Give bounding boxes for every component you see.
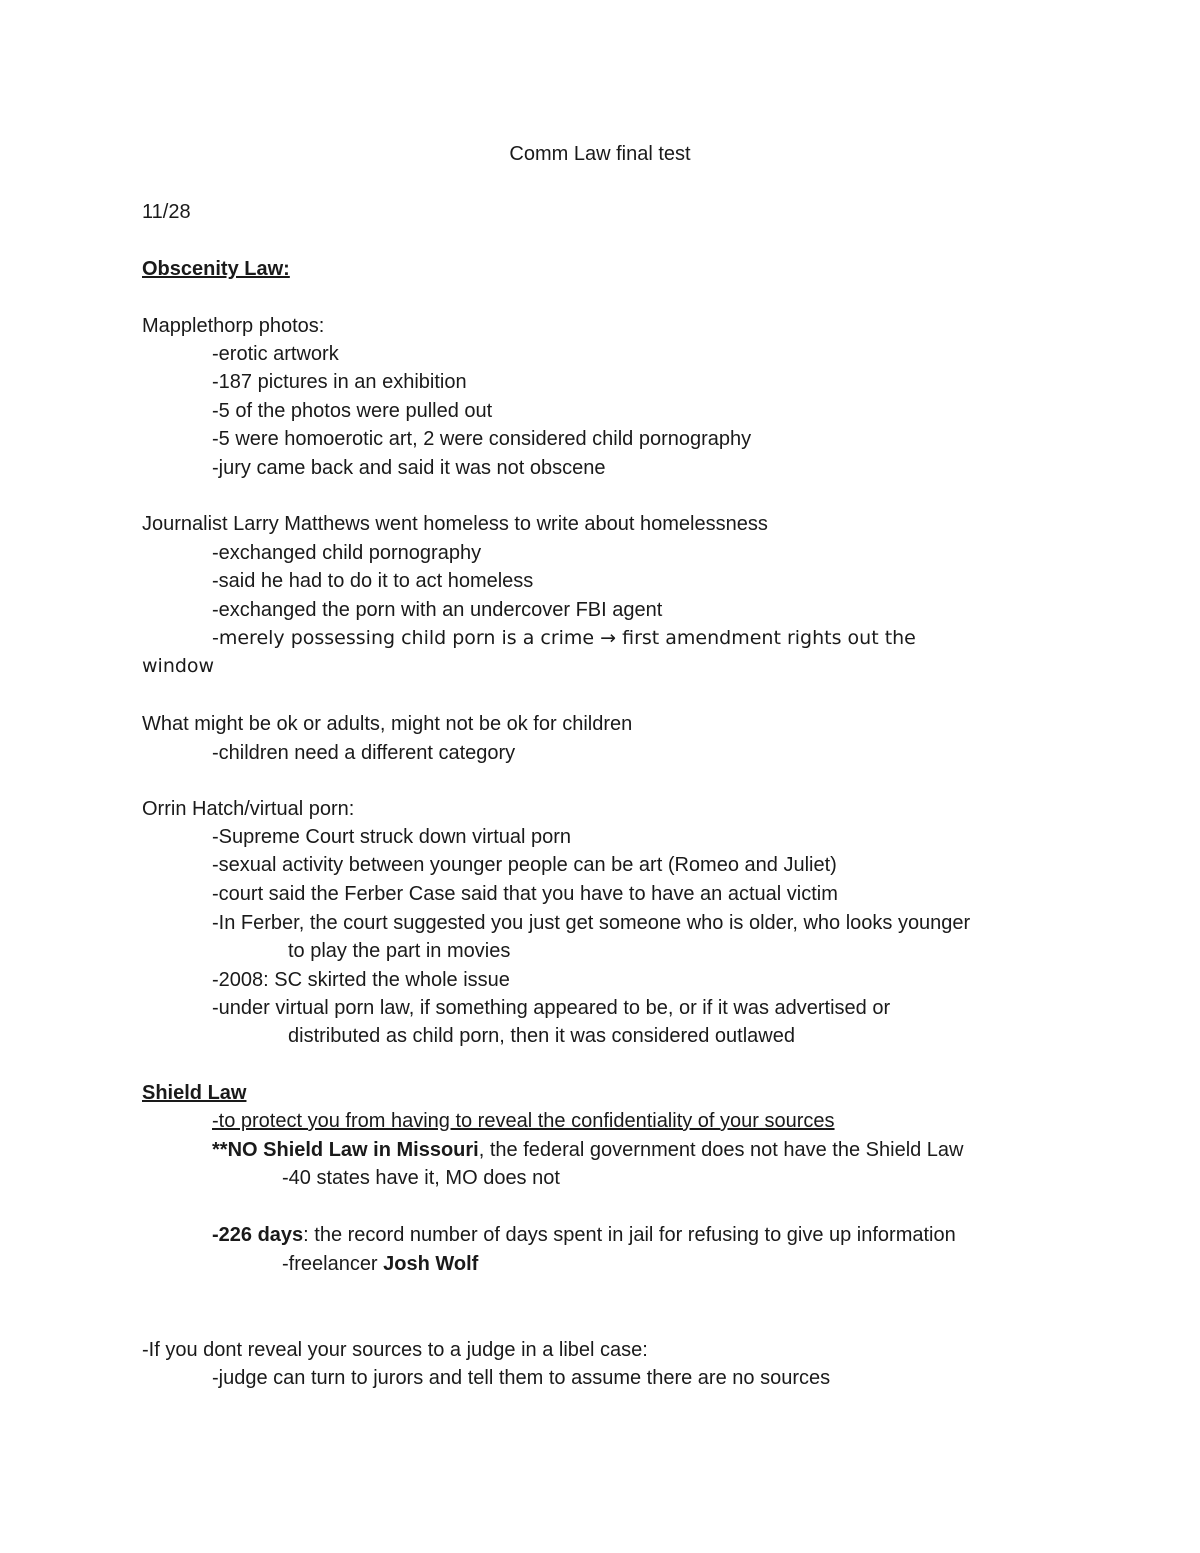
- list-item: -under virtual porn law, if something appeared to be, or if it was advertised or: [212, 997, 891, 1019]
- list-item: -exchanged the porn with an undercover FBI agent: [212, 599, 663, 621]
- list-item: -jury came back and said it was not obscene: [212, 457, 606, 479]
- topic-heading-hatch: Orrin Hatch/virtual porn:: [142, 798, 355, 820]
- list-item-wrap: distributed as child porn, then it was considered outlawed: [288, 1025, 795, 1047]
- topic-heading-matthews: Journalist Larry Matthews went homeless to write about homelessness: [142, 513, 768, 535]
- list-item: -187 pictures in an exhibition: [212, 371, 467, 393]
- list-item-wrap: to play the part in movies: [288, 940, 511, 962]
- topic-heading-sources: -If you dont reveal your sources to a judge in a libel case:: [142, 1339, 648, 1361]
- topic-heading-children: What might be ok or adults, might not be ok for children: [142, 713, 633, 735]
- list-item: -2008: SC skirted the whole issue: [212, 969, 510, 991]
- shield-freelancer-line: -freelancer Josh Wolf: [282, 1253, 479, 1275]
- list-item: -said he had to do it to act homeless: [212, 570, 534, 592]
- list-item: -sexual activity between younger people can be art (Romeo and Juliet): [212, 854, 837, 876]
- date-line: 11/28: [142, 201, 191, 223]
- shield-missouri-line: **NO Shield Law in Missouri, the federal government does not have the Shield Law: [212, 1139, 964, 1161]
- list-item: -5 were homoerotic art, 2 were considered child pornography: [212, 428, 752, 450]
- list-item: -exchanged child pornography: [212, 542, 482, 564]
- list-item: -judge can turn to jurors and tell them to assume there are no sources: [212, 1367, 831, 1389]
- list-item: -merely possessing child porn is a crime → first amendment rights out the: [212, 627, 916, 649]
- document-title: Comm Law final test: [509, 143, 691, 165]
- list-item: -5 of the photos were pulled out: [212, 400, 493, 422]
- shield-purpose: -to protect you from having to reveal the confidentiality of your sources: [212, 1110, 835, 1132]
- section-heading-obscenity: Obscenity Law:: [142, 258, 290, 280]
- shield-days-line: -226 days: the record number of days spent in jail for refusing to give up information: [212, 1224, 956, 1246]
- topic-heading-mapplethorp: Mapplethorp photos:: [142, 315, 325, 337]
- list-item: -children need a different category: [212, 742, 516, 764]
- shield-states-line: -40 states have it, MO does not: [282, 1167, 560, 1189]
- list-item: -In Ferber, the court suggested you just get someone who is older, who looks younger: [212, 912, 971, 934]
- list-item-wrap: window: [142, 655, 215, 677]
- list-item: -court said the Ferber Case said that you have to have an actual victim: [212, 883, 838, 905]
- list-item: -erotic artwork: [212, 343, 339, 365]
- section-heading-shield: Shield Law: [142, 1082, 247, 1104]
- list-item: -Supreme Court struck down virtual porn: [212, 826, 572, 848]
